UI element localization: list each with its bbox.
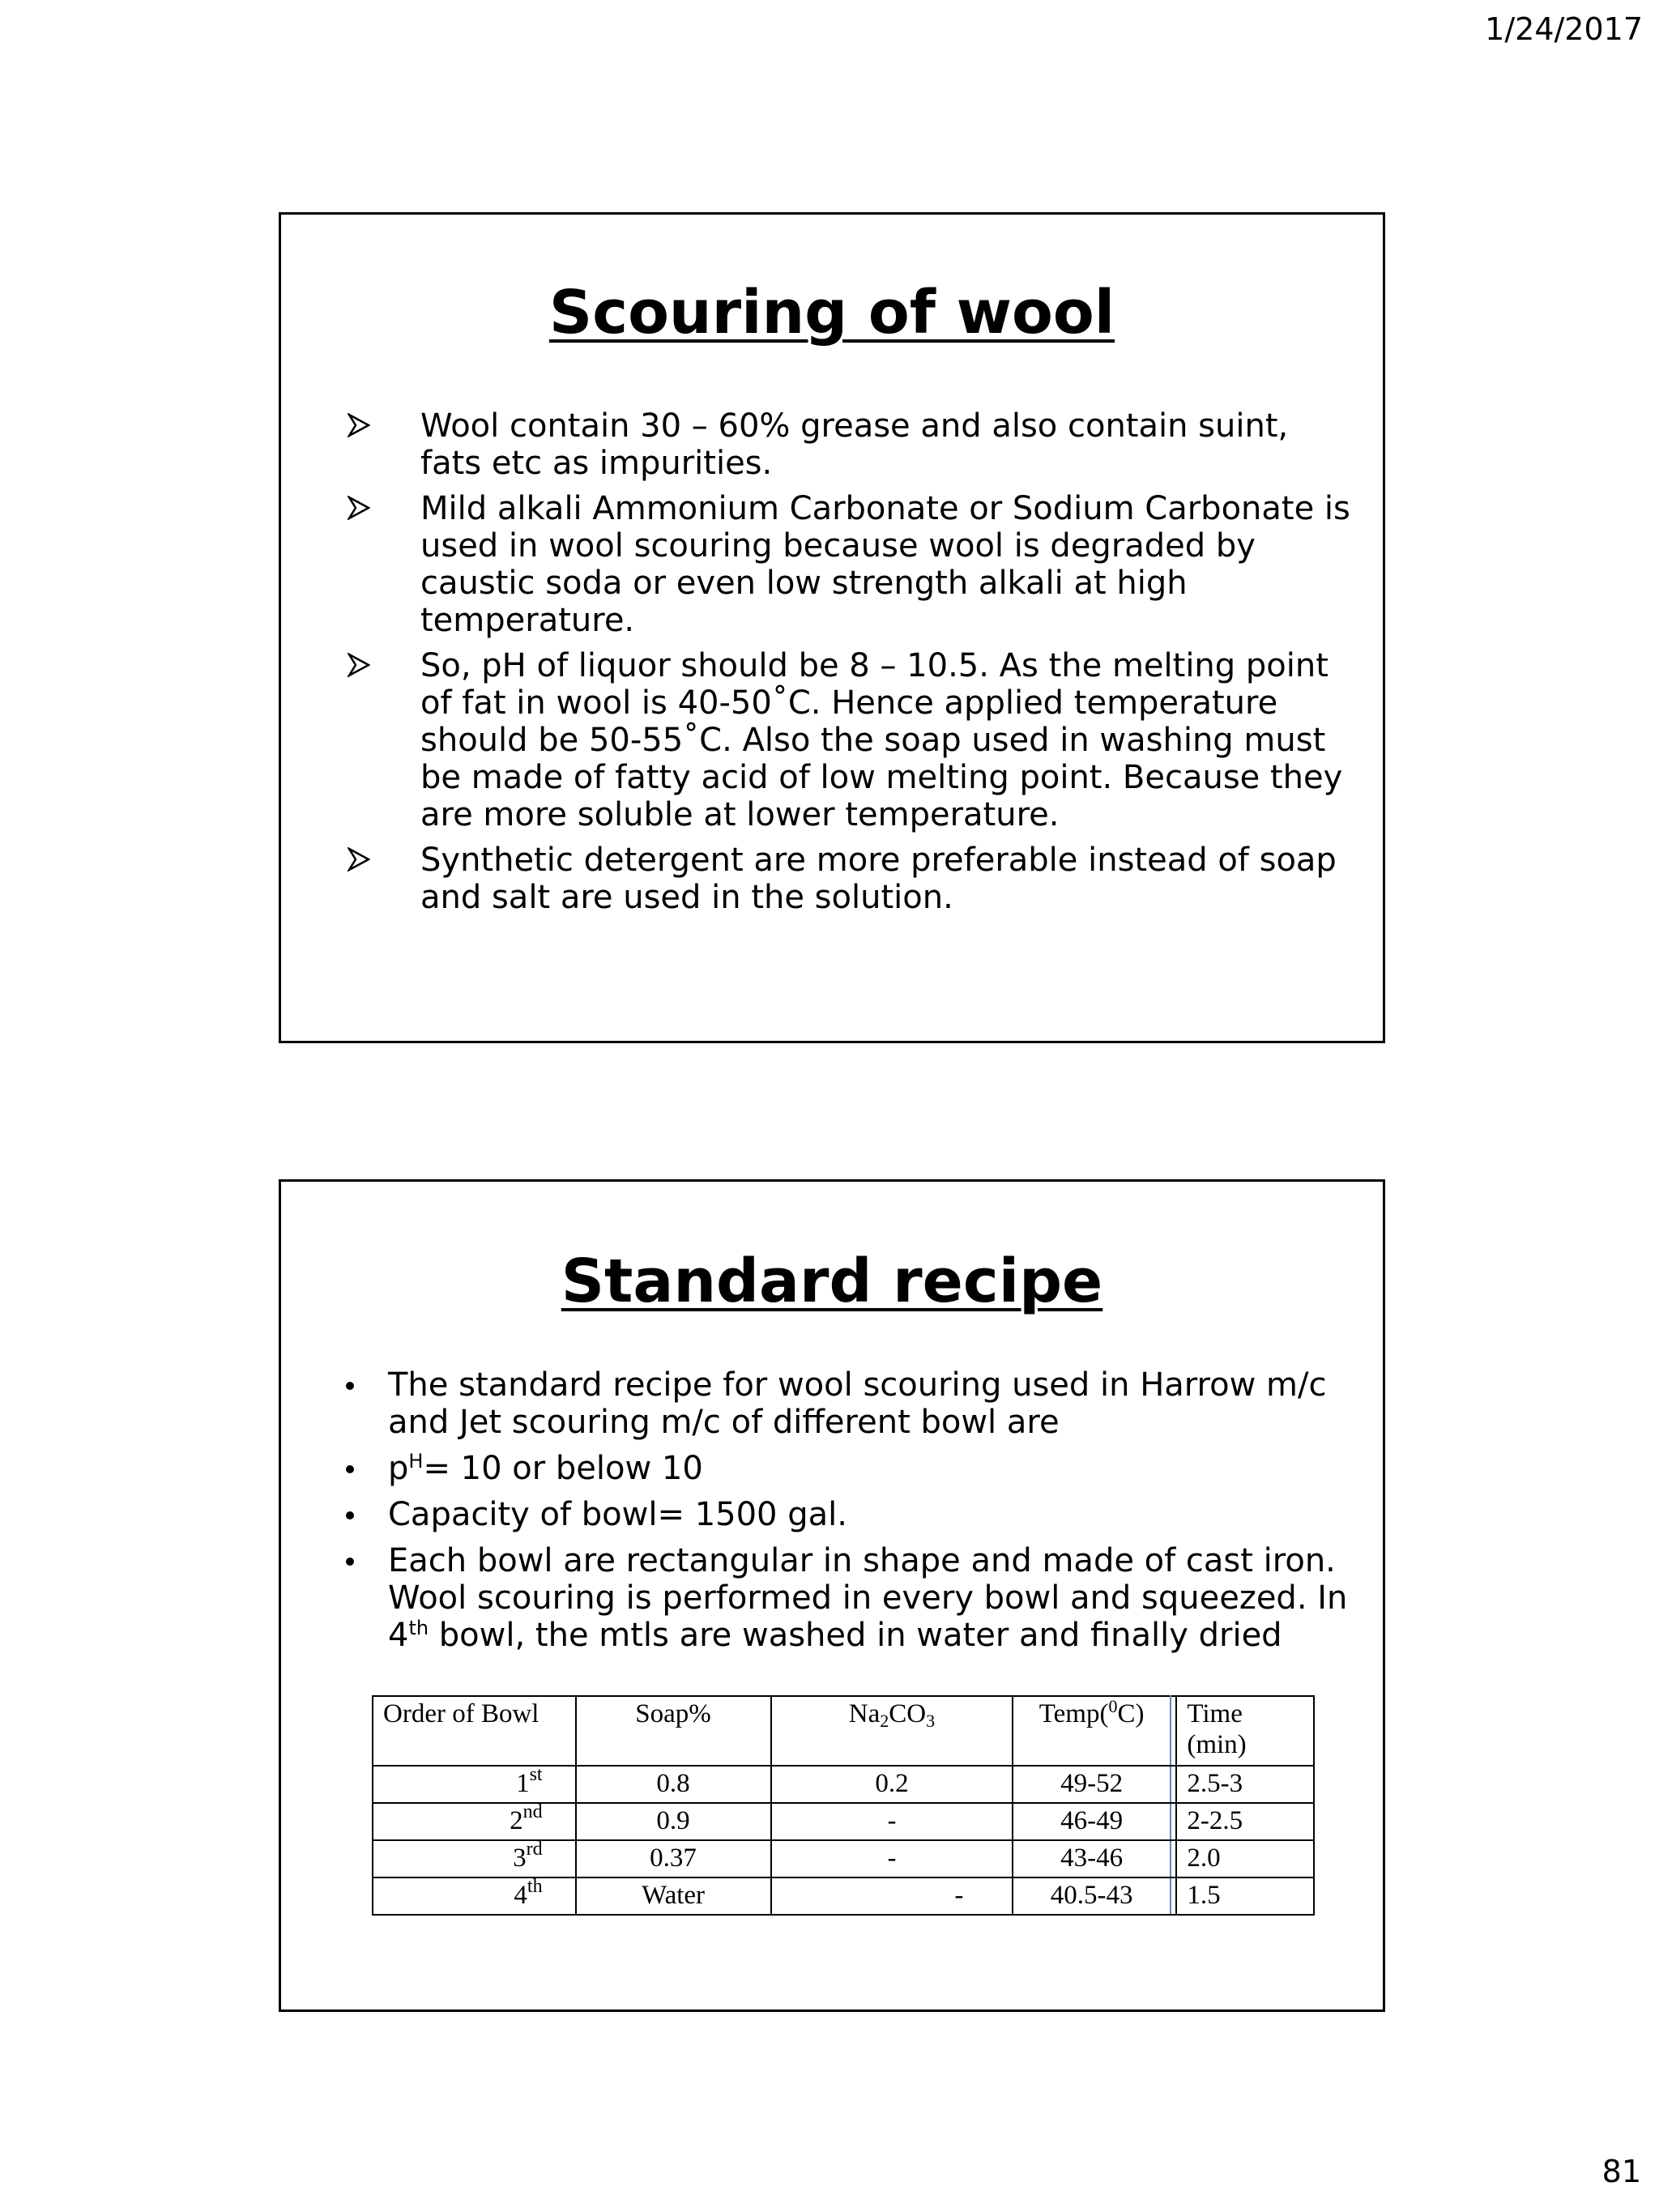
bullet-text: Wool contain 30 – 60% grease and also contain suint, fats etc as impurities. <box>420 407 1289 482</box>
cell-temp: 49-52 <box>1013 1766 1170 1803</box>
header-time: Time (min) <box>1176 1696 1314 1766</box>
slide-title: Standard recipe <box>561 1247 1103 1316</box>
spacer-cell <box>1171 1696 1177 1766</box>
cell-na2co3: - <box>771 1840 1013 1877</box>
ph-p: p <box>388 1450 409 1487</box>
bullet-list <box>346 407 1358 924</box>
cell-temp: 46-49 <box>1013 1803 1170 1840</box>
slide-scouring-of-wool <box>279 212 1385 1043</box>
list-item <box>338 1366 1367 1441</box>
header-na2co3: $Na_2CO_3$ <box>771 1696 1013 1766</box>
cell-order: 3rd <box>373 1840 576 1877</box>
list-item <box>346 490 1358 639</box>
bullet-dot-icon <box>346 1465 354 1473</box>
spacer-cell <box>1171 1766 1177 1803</box>
cell-order: 4th <box>373 1877 576 1915</box>
bullet-text: So, pH of liquor should be 8 – 10.5. As the melting point of fat in wool is 40-50˚C. Hence applied temperature should be 50-55˚C. Also the soap used in washing must be made of fatty acid of low melting point. Because they are more soluble at lower temperature. <box>420 647 1343 833</box>
ordinal-superscript: th <box>408 1617 429 1639</box>
bowl-text-end: bowl, the mtls are washed in water and finally dried <box>429 1617 1282 1654</box>
list-item <box>346 842 1358 916</box>
slide-standard-recipe <box>279 1179 1385 2012</box>
list-item <box>338 1542 1367 1654</box>
cell-order: 2nd <box>373 1803 576 1840</box>
cell-na2co3: - <box>771 1877 1013 1915</box>
header-order-of-bowl: Order of Bowl <box>373 1696 576 1766</box>
list-item <box>338 1450 1367 1487</box>
list-item <box>338 1496 1367 1533</box>
cell-time: 1.5 <box>1176 1877 1314 1915</box>
table-row <box>373 1766 1314 1803</box>
cell-soap: 0.37 <box>576 1840 771 1877</box>
slide-date: 1/24/2017 <box>1485 11 1643 47</box>
spacer-cell <box>1171 1840 1177 1877</box>
arrow-bullet-icon <box>348 413 370 437</box>
bullet-text: Synthetic detergent are more preferable instead of soap and salt are used in the solution. <box>420 842 1337 916</box>
arrow-bullet-icon <box>348 496 370 520</box>
bullet-list <box>338 1366 1367 1663</box>
header-temp: Temp($^0$C) <box>1013 1696 1170 1766</box>
header-soap: Soap% <box>576 1696 771 1766</box>
bullet-text: Capacity of bowl= 1500 gal. <box>388 1496 847 1533</box>
cell-time: 2-2.5 <box>1176 1803 1314 1840</box>
cell-temp: 40.5-43 <box>1013 1877 1170 1915</box>
bullet-text: Mild alkali Ammonium Carbonate or Sodium Carbonate is used in wool scouring because wool is degraded by caustic soda or even low strength alkali at high temperature. <box>420 490 1350 639</box>
arrow-bullet-icon <box>348 653 370 677</box>
bullet-dot-icon <box>346 1558 354 1566</box>
ph-value: = 10 or below 10 <box>423 1450 703 1487</box>
table-row <box>373 1840 1314 1877</box>
cell-time: 2.5-3 <box>1176 1766 1314 1803</box>
recipe-table <box>372 1695 1315 1916</box>
cell-soap: Water <box>576 1877 771 1915</box>
spacer-cell <box>1171 1877 1177 1915</box>
arrow-bullet-icon <box>348 847 370 872</box>
cell-na2co3: 0.2 <box>771 1766 1013 1803</box>
bullet-text-ph <box>388 1450 703 1487</box>
cell-na2co3: - <box>771 1803 1013 1840</box>
spacer-cell <box>1171 1803 1177 1840</box>
cell-order: 1st <box>373 1766 576 1803</box>
bullet-text: The standard recipe for wool scouring used in Harrow m/c and Jet scouring m/c of different bowl are <box>388 1366 1327 1441</box>
bullet-text <box>388 1542 1347 1654</box>
bullet-dot-icon <box>346 1511 354 1519</box>
list-item <box>346 407 1358 482</box>
cell-soap: 0.8 <box>576 1766 771 1803</box>
cell-temp: 43-46 <box>1013 1840 1170 1877</box>
page-number: 81 <box>1601 2154 1641 2189</box>
cell-time: 2.0 <box>1176 1840 1314 1877</box>
table-row <box>373 1803 1314 1840</box>
ph-superscript: H <box>408 1450 424 1473</box>
bowl-text-start: Each bowl are rectangular in shape and made of cast iron. Wool scouring is performed in every bowl and squeezed. In 4 <box>388 1542 1348 1654</box>
slide-title: Scouring of wool <box>548 278 1115 347</box>
list-item <box>346 647 1358 833</box>
bullet-dot-icon <box>346 1382 354 1390</box>
table-row <box>373 1877 1314 1915</box>
table-header-row <box>373 1696 1314 1766</box>
cell-soap: 0.9 <box>576 1803 771 1840</box>
